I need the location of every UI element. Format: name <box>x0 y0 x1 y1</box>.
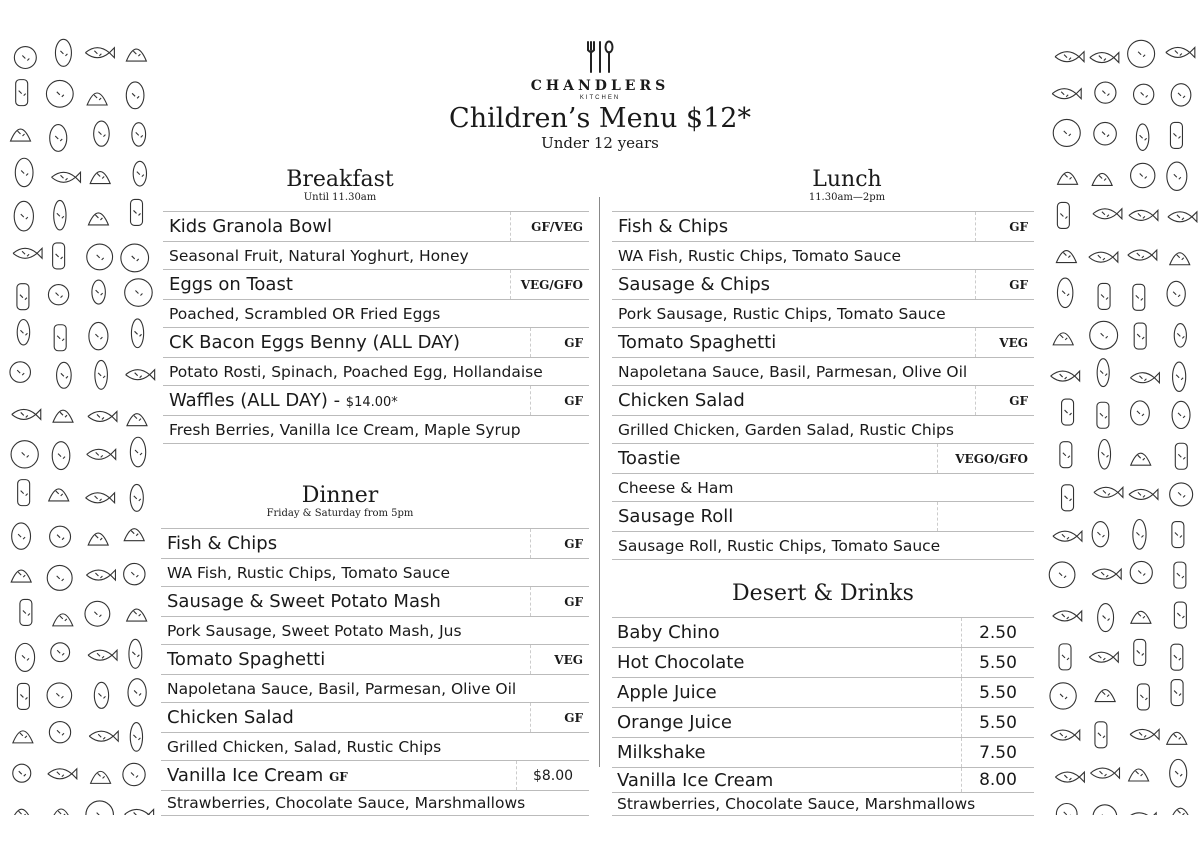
avocado-icon <box>1049 562 1075 588</box>
salmon-icon <box>1170 808 1190 815</box>
breakfast-note: Until 11.30am <box>303 192 377 203</box>
fork-icon <box>11 570 31 582</box>
fork-icon <box>89 731 118 741</box>
drink-name: Orange Juice <box>617 712 732 733</box>
page-title: Children’s Menu $12* <box>449 103 751 134</box>
tomato-icon <box>125 279 153 307</box>
dietary-tag: VEG <box>530 645 589 674</box>
avocado-icon <box>1131 401 1150 425</box>
dinner-title: Dinner <box>301 483 379 508</box>
cake-icon <box>90 172 110 184</box>
lunch-title: Lunch <box>812 167 882 192</box>
menu-header <box>300 40 900 152</box>
drink-row <box>612 618 1034 648</box>
pumpkin-icon <box>17 320 29 345</box>
drinks-menu <box>612 617 1034 816</box>
knife-icon <box>126 370 155 380</box>
carrot-icon <box>92 280 105 304</box>
plum-icon <box>85 48 114 58</box>
menu-item <box>163 386 589 416</box>
plate-icon <box>1174 602 1186 628</box>
drink-price: 5.50 <box>961 648 1034 677</box>
menu-item <box>161 703 589 733</box>
cutlery-icon <box>1059 644 1071 670</box>
coffee-pot-icon <box>50 526 71 547</box>
salmon-icon <box>1170 253 1190 265</box>
item-name: CK Bacon Eggs Benny (ALL DAY) <box>169 332 461 353</box>
item-description: Pork Sausage, Rustic Chips, Tomato Sauce <box>612 300 1034 328</box>
salmon-icon <box>1172 522 1184 548</box>
left-food-illustrations <box>0 30 158 815</box>
fish-icon <box>1127 813 1156 815</box>
menu-item <box>163 270 589 300</box>
right-food-illustrations <box>1042 30 1200 815</box>
drink-price: 7.50 <box>961 738 1034 767</box>
pineapple-icon <box>53 243 65 269</box>
carrot-icon <box>18 480 30 506</box>
menu-item <box>163 328 589 358</box>
menu-item <box>612 502 1034 532</box>
pineapple-icon <box>127 414 147 426</box>
dietary-tag: VEGO/GFO <box>937 444 1034 473</box>
bottle-icon <box>89 322 108 349</box>
cheese-icon <box>124 529 144 541</box>
drink-footer <box>612 793 1034 816</box>
cutlery-icon <box>1129 769 1149 781</box>
bottle-icon <box>1098 440 1110 470</box>
strawberry-icon <box>127 609 147 621</box>
item-name: Fish & Chips <box>167 533 278 554</box>
item-name: Tomato Spaghetti <box>167 649 326 670</box>
cake-icon <box>13 731 33 743</box>
burger-icon <box>1095 82 1116 103</box>
dinner-note: Friday & Saturday from 5pm <box>266 508 414 519</box>
item-price: $14.00* <box>345 395 398 410</box>
tomato-icon <box>129 639 142 668</box>
bottle-icon <box>15 158 33 186</box>
item-name: Tomato Spaghetti <box>618 332 777 353</box>
drink-name: Apple Juice <box>617 682 717 703</box>
knife-icon <box>54 200 66 230</box>
carrot-icon <box>1175 443 1187 469</box>
melon-icon <box>130 437 145 467</box>
drink-row <box>612 648 1034 678</box>
cherry-icon <box>87 93 107 105</box>
fish-icon <box>1133 519 1146 549</box>
fish-icon <box>130 484 143 511</box>
drink-row <box>612 708 1034 738</box>
item-name: Fish & Chips <box>618 216 729 237</box>
plum-icon <box>88 411 117 421</box>
melon-icon <box>125 809 154 815</box>
menu-item <box>612 328 1034 358</box>
item-description: Cheese & Ham <box>612 474 1034 502</box>
menu-item <box>612 386 1034 416</box>
avocado-icon <box>14 47 36 69</box>
pumpkin-icon <box>1055 52 1084 62</box>
dietary-tag: VEG/GFO <box>510 270 589 299</box>
carrot-icon <box>88 650 117 660</box>
cherry-icon <box>86 801 114 815</box>
plate-icon <box>1094 487 1123 497</box>
watermelon-icon <box>1060 442 1072 468</box>
burger-icon <box>1170 759 1187 787</box>
cake-icon <box>10 362 31 383</box>
watermelon-icon <box>1130 561 1152 583</box>
dietary-tag: VEG <box>975 328 1034 357</box>
cheese-icon <box>1134 323 1146 349</box>
cake-icon <box>1173 362 1186 391</box>
coffee-pot-icon <box>131 319 143 348</box>
coffee-pot-icon <box>128 679 146 707</box>
watermelon-icon <box>1133 284 1145 310</box>
item-description: Sausage Roll, Rustic Chips, Tomato Sauce <box>612 532 1034 560</box>
pumpkin-icon <box>17 683 29 709</box>
fork-icon <box>14 201 33 231</box>
avocado-icon <box>13 764 31 782</box>
dietary-tag: GF <box>530 587 589 616</box>
fork-icon <box>95 360 108 389</box>
pear-icon <box>124 563 145 584</box>
pumpkin-icon <box>94 121 110 146</box>
cake-icon <box>88 533 108 545</box>
ice-cream-icon <box>1056 803 1077 815</box>
drink-row <box>612 678 1034 708</box>
drink-price: 2.50 <box>961 618 1034 647</box>
plate-icon <box>1091 768 1120 778</box>
pineapple-icon <box>126 49 146 61</box>
plate-icon <box>1174 324 1186 348</box>
cheese-icon <box>1057 202 1069 228</box>
dietary-tag: GF <box>530 386 589 415</box>
breakfast-title: Breakfast <box>286 167 394 192</box>
menu-item <box>161 587 589 617</box>
drink-footer-text: Strawberries, Chocolate Sauce, Marshmallows <box>617 795 976 813</box>
bottle-icon <box>1167 281 1185 306</box>
food-doodles-right <box>1042 30 1200 815</box>
item-description: Seasonal Fruit, Natural Yoghurt, Honey <box>163 242 589 270</box>
item-description: WA Fish, Rustic Chips, Tomato Sauce <box>612 242 1034 270</box>
fish-icon <box>1128 250 1157 260</box>
plum-icon <box>13 248 42 258</box>
melon-icon <box>51 643 70 662</box>
fish-icon <box>132 123 146 146</box>
drink-name: Baby Chino <box>617 622 720 643</box>
item-name: Kids Granola Bowl <box>169 216 332 237</box>
fish-icon <box>54 325 66 351</box>
cake-icon <box>1092 522 1109 547</box>
lunch-menu <box>612 211 1034 560</box>
pineapple-icon <box>1092 569 1121 579</box>
brand-subtitle: KITCHEN <box>579 95 621 101</box>
avocado-icon <box>1137 684 1149 710</box>
banana-icon <box>85 601 110 626</box>
strawberry-icon <box>121 244 149 272</box>
pear-icon <box>48 769 77 779</box>
breakfast-menu <box>163 211 589 444</box>
item-description: Potato Rosti, Spinach, Poached Egg, Hollandaise <box>163 358 589 386</box>
avocado-icon <box>1057 278 1072 307</box>
pear-icon <box>55 39 71 66</box>
drink-name: Milkshake <box>617 742 706 763</box>
cherry-icon <box>17 284 29 310</box>
ice-cream-icon <box>1134 639 1146 665</box>
pumpkin-icon <box>1130 729 1159 739</box>
pear-icon <box>53 410 73 422</box>
avocado-icon <box>88 213 108 225</box>
menu-item <box>161 761 589 791</box>
cheese-icon <box>1131 611 1151 623</box>
avocado-icon <box>1136 124 1148 150</box>
salmon-icon <box>1097 402 1109 428</box>
item-name: Vanilla Ice Cream <box>167 765 324 786</box>
menu-item <box>161 645 589 675</box>
drinks-heading <box>612 582 1034 606</box>
cutlery-icon <box>1051 371 1080 381</box>
strawberry-icon <box>46 80 73 107</box>
column-divider <box>599 197 600 767</box>
pumpkin-icon <box>1053 611 1082 621</box>
dietary-tag: GF <box>530 703 589 732</box>
pumpkin-icon <box>86 493 115 503</box>
item-price: $8.00 <box>516 761 589 790</box>
cherry-icon <box>87 449 116 459</box>
item-description: Grilled Chicken, Salad, Rustic Chips <box>161 733 589 761</box>
cheese-icon <box>1062 485 1074 511</box>
item-description: Pork Sausage, Sweet Potato Mash, Jus <box>161 617 589 645</box>
item-name: Chicken Salad <box>167 707 294 728</box>
bottle-icon <box>12 523 31 549</box>
pear-icon <box>131 199 143 225</box>
dinner-menu <box>161 528 589 816</box>
salmon-icon <box>1095 690 1115 702</box>
page-subtitle: Under 12 years <box>541 134 659 152</box>
carrot-icon <box>1098 604 1114 632</box>
burger-icon <box>1168 212 1197 222</box>
drink-row <box>612 768 1034 793</box>
banana-icon <box>87 244 113 270</box>
item-name: Sausage & Chips <box>618 274 771 295</box>
pumpkin-icon <box>1131 163 1155 187</box>
salmon-icon <box>1094 122 1117 145</box>
item-description: Napoletana Sauce, Basil, Parmesan, Olive Oil <box>612 358 1034 386</box>
pineapple-icon <box>1170 122 1182 148</box>
item-name: Chicken Salad <box>618 390 745 411</box>
cutlery-icon <box>1052 89 1081 99</box>
cake-icon <box>1171 644 1183 670</box>
item-description: Grilled Chicken, Garden Salad, Rustic Chips <box>612 416 1034 444</box>
melon-icon <box>48 285 68 305</box>
item-name: Sausage Roll <box>618 506 734 527</box>
plum-icon <box>20 599 32 625</box>
menu-item <box>612 444 1034 474</box>
bottle-icon <box>1174 562 1186 588</box>
banana-icon <box>11 441 38 468</box>
brand-name: CHANDLERS <box>530 78 670 94</box>
strawberry-icon <box>52 442 70 470</box>
item-name: Waffles (ALL DAY) - <box>169 390 341 411</box>
cherry-icon <box>15 643 34 671</box>
dietary-tag: GF <box>975 386 1034 415</box>
fish-icon <box>47 683 72 708</box>
dinner-heading <box>163 484 517 519</box>
breakfast-heading <box>163 168 517 203</box>
item-description: Fresh Berries, Vanilla Ice Cream, Maple Syrup <box>163 416 589 444</box>
item-description: WA Fish, Rustic Chips, Tomato Sauce <box>161 559 589 587</box>
avocado-icon <box>86 570 115 580</box>
fish-icon <box>1050 683 1076 709</box>
pineapple-icon <box>1098 283 1110 309</box>
coffee-pot-icon <box>52 172 81 182</box>
ice-cream-icon <box>1134 84 1154 104</box>
fish-icon <box>1053 119 1080 146</box>
bottle-icon <box>1092 173 1112 185</box>
avocado-icon <box>12 409 41 419</box>
ice-cream-icon <box>1053 531 1082 541</box>
dietary-tag: GF <box>530 328 589 357</box>
banana-icon <box>12 809 32 815</box>
dietary-tag: GF/VEG <box>510 212 589 241</box>
lunch-note: 11.30am—2pm <box>808 192 886 203</box>
tomato-icon <box>50 125 67 152</box>
knife-icon <box>47 565 72 590</box>
pineapple-icon <box>123 763 145 785</box>
pineapple-icon <box>1172 401 1190 428</box>
ice-cream-icon <box>1130 373 1159 383</box>
pineapple-icon <box>53 614 73 626</box>
burger-icon <box>1170 483 1193 506</box>
plate-icon <box>1166 47 1195 57</box>
plate-icon <box>1093 209 1122 219</box>
drink-price: 8.00 <box>961 768 1034 792</box>
burger-icon <box>1097 359 1109 387</box>
item-name: Toastie <box>618 448 681 469</box>
drink-price: 5.50 <box>961 708 1034 737</box>
menu-item <box>612 212 1034 242</box>
bottle-icon <box>94 682 108 708</box>
drink-name: Hot Chocolate <box>617 652 745 673</box>
lunch-heading <box>612 168 1082 203</box>
menu-item <box>612 270 1034 300</box>
dietary-tag: GF <box>975 212 1034 241</box>
cutlery-icon <box>1129 210 1158 220</box>
item-name: Sausage & Sweet Potato Mash <box>167 591 441 612</box>
dietary-tag <box>937 502 1034 531</box>
carrot-icon <box>1167 162 1187 190</box>
fish-icon <box>1062 399 1074 425</box>
item-description: Strawberries, Chocolate Sauce, Marshmallows <box>161 791 589 816</box>
knife-icon <box>130 723 142 752</box>
item-name: Eggs on Toast <box>169 274 293 295</box>
cheese-icon <box>49 722 70 743</box>
item-description: Napoletana Sauce, Basil, Parmesan, Olive Oil <box>161 675 589 703</box>
food-doodles-left <box>0 30 158 815</box>
dietary-tag: GF <box>530 529 589 558</box>
menu-item <box>161 529 589 559</box>
watermelon-icon <box>1051 730 1080 740</box>
plum-icon <box>91 771 111 783</box>
cake-icon <box>1093 805 1117 815</box>
ice-cream-icon <box>1056 251 1076 263</box>
cheese-icon <box>133 161 146 186</box>
carrot-icon <box>11 129 31 141</box>
dietary-tag: GF <box>329 770 348 784</box>
cutlery-icon <box>1129 489 1158 499</box>
bottle-icon <box>1095 722 1107 748</box>
pumpkin-icon <box>1131 453 1151 465</box>
carrot-icon <box>1167 732 1187 744</box>
drinks-title: Desert & Drinks <box>732 581 914 606</box>
melon-icon <box>126 82 144 109</box>
cheese-icon <box>1128 40 1155 67</box>
strawberry-icon <box>51 809 71 815</box>
cake-icon <box>1089 252 1118 262</box>
drink-name: Vanilla Ice Cream <box>617 769 774 791</box>
pumpkin-icon <box>1053 333 1073 345</box>
tomato-icon <box>49 489 69 501</box>
banana-icon <box>16 80 28 106</box>
carrot-icon <box>1090 321 1118 349</box>
cheese-icon <box>57 362 72 388</box>
drink-price: 5.50 <box>961 678 1034 707</box>
menu-item <box>163 212 589 242</box>
cutlery-logo-icon <box>583 40 617 74</box>
carrot-icon <box>1090 53 1119 63</box>
dietary-tag: GF <box>975 270 1034 299</box>
cheese-icon <box>1055 772 1084 782</box>
burger-icon <box>1089 652 1118 662</box>
drink-row <box>612 738 1034 768</box>
pineapple-icon <box>1171 680 1183 706</box>
cake-icon <box>1171 84 1191 106</box>
item-description: Poached, Scrambled OR Fried Eggs <box>163 300 589 328</box>
